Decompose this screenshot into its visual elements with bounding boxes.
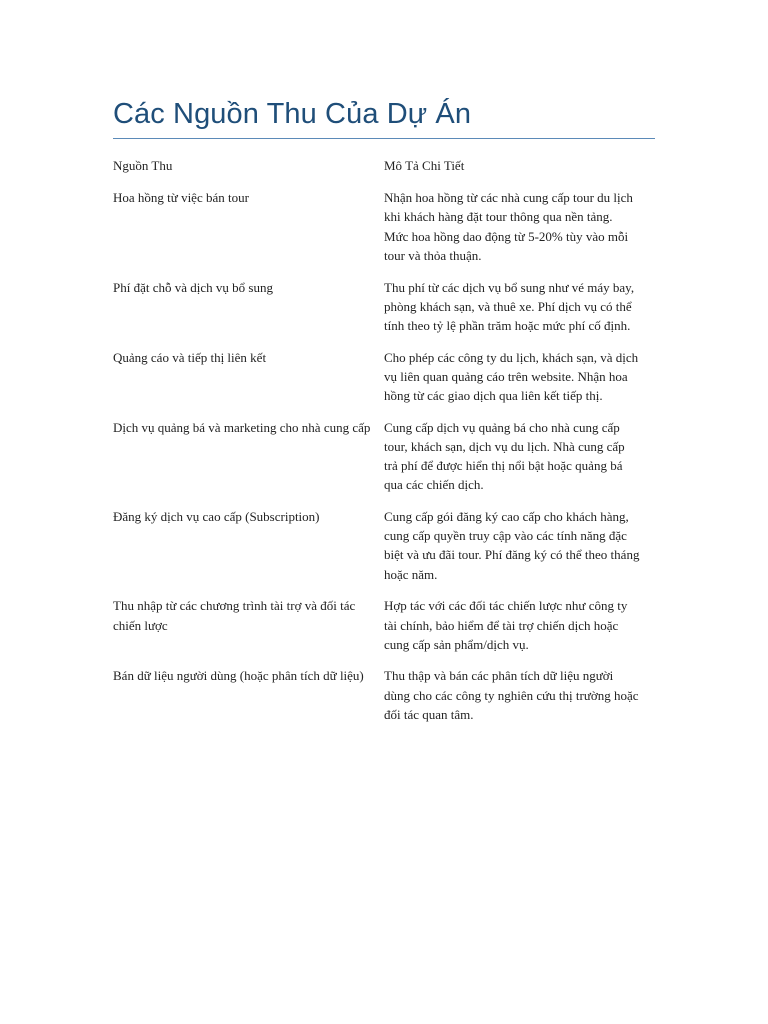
table-row — [113, 507, 655, 584]
row-source: Đăng ký dịch vụ cao cấp (Subscription) — [113, 509, 320, 525]
header-source: Nguồn Thu — [113, 158, 173, 173]
table-row — [113, 596, 655, 654]
row-description: Hợp tác với các đối tác chiến lược như công ty tài chính, bảo hiểm để tài trợ chiến dịch hoặc cung cấp sản phẩm/dịch vụ. — [384, 598, 628, 652]
row-source: Thu nhập từ các chương trình tài trợ và đối tác chiến lược — [113, 598, 356, 633]
row-description: Cho phép các công ty du lịch, khách sạn, và dịch vụ liên quan quảng cáo trên website. Nhận hoa hồng từ các giao dịch qua liên kết tiếp thị. — [384, 349, 639, 404]
page-title: Các Nguồn Thu Của Dự Án — [113, 98, 472, 130]
row-source: Hoa hồng từ việc bán tour — [113, 190, 249, 206]
row-description: Cung cấp gói đăng ký cao cấp cho khách hàng, cung cấp quyền truy cập vào các tính năng đặc biệt và ưu đãi tour. Phí đăng ký có thể theo tháng hoặc năm. — [384, 509, 640, 582]
title-divider — [113, 138, 655, 139]
table-row — [113, 666, 655, 724]
row-description: Nhận hoa hồng từ các nhà cung cấp tour du lịch khi khách hàng đặt tour thông qua nền tảng. Mức hoa hồng dao động từ 5-20% tùy vào mỗi tour và thỏa thuận. — [384, 190, 633, 263]
row-source: Dịch vụ quảng bá và marketing cho nhà cung cấp — [113, 419, 371, 435]
header-description: Mô Tả Chi Tiết — [384, 158, 465, 173]
table-row — [113, 418, 655, 495]
revenue-table — [113, 156, 655, 724]
row-description: Thu phí từ các dịch vụ bổ sung như vé máy bay, phòng khách sạn, và thuê xe. Phí dịch vụ có thể tính theo tỷ lệ phần trăm hoặc mức phí cố định. — [384, 279, 635, 333]
table-row — [113, 188, 655, 265]
table-header-row — [113, 156, 655, 175]
row-description: Thu thập và bán các phân tích dữ liệu người dùng cho các công ty nghiên cứu thị trường hoặc đối tác quan tâm. — [384, 668, 639, 722]
document-page — [113, 92, 655, 737]
table-row — [113, 278, 655, 336]
row-source: Phí đặt chỗ và dịch vụ bổ sung — [113, 279, 273, 295]
row-source: Bán dữ liệu người dùng (hoặc phân tích dữ liệu) — [113, 668, 364, 684]
table-row — [113, 348, 655, 406]
row-source: Quảng cáo và tiếp thị liên kết — [113, 349, 267, 365]
row-description: Cung cấp dịch vụ quảng bá cho nhà cung cấp tour, khách sạn, dịch vụ du lịch. Nhà cung cấp trả phí để được hiển thị nổi bật hoặc quảng bá qua các chiến dịch. — [384, 419, 625, 493]
